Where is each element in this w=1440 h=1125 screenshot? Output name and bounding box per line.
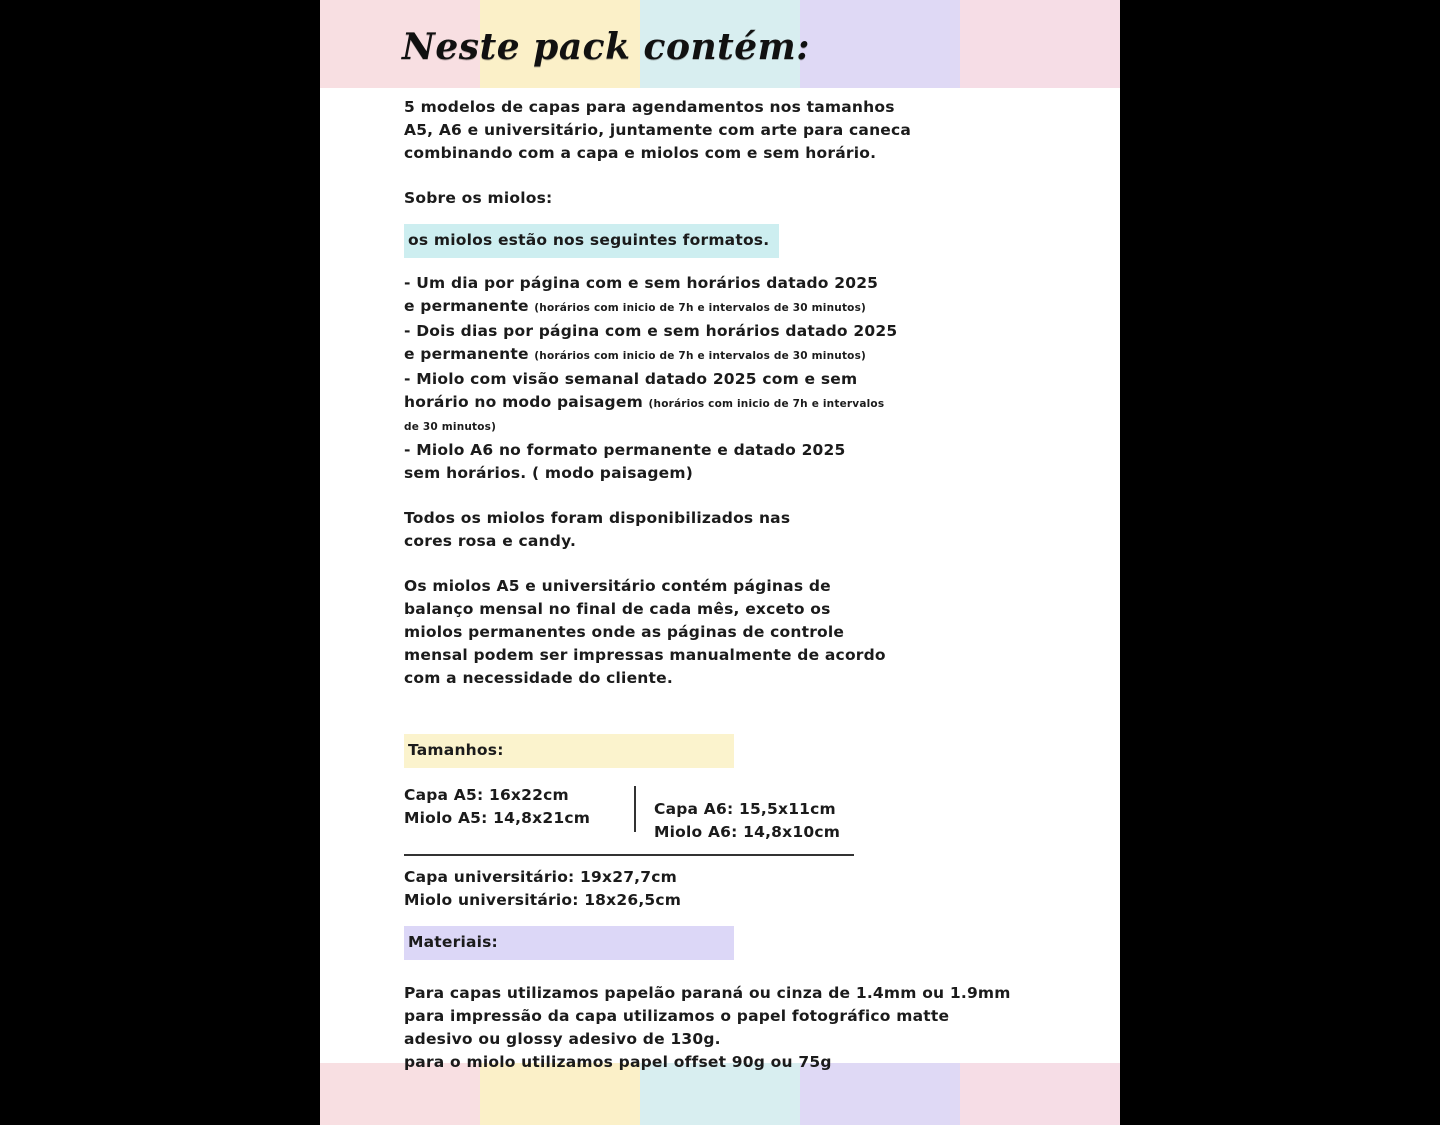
format-item <box>404 320 1074 368</box>
format-note: de 30 minutos) <box>404 421 497 433</box>
sizes-table <box>404 784 1074 912</box>
format-line: sem horários. ( modo paisagem) <box>404 464 694 482</box>
spacer <box>404 553 1074 575</box>
size-line: Capa A6: 15,5x11cm <box>654 800 836 818</box>
format-line: - Dois dias por página com e sem horários datado 2025 <box>404 322 898 340</box>
document-panel <box>320 0 1120 1125</box>
format-line-main: e permanente <box>404 345 529 363</box>
intro-line: combinando com a capa e miolos com e sem horário. <box>404 144 877 162</box>
intro-line: A5, A6 e universitário, juntamente com arte para caneca <box>404 121 912 139</box>
document-content <box>404 96 1074 1074</box>
size-line: Miolo universitário: 18x26,5cm <box>404 891 682 909</box>
sizes-col-a6 <box>654 784 840 844</box>
format-line: - Miolo A6 no formato permanente e datado 2025 <box>404 441 846 459</box>
materials-heading-wrap <box>404 926 1074 960</box>
format-item <box>404 368 1074 439</box>
colors-note-line: cores rosa e candy. <box>404 532 577 550</box>
horizontal-divider <box>404 854 854 856</box>
colors-note-line: Todos os miolos foram disponibilizados nas <box>404 509 791 527</box>
formats-heading-wrap <box>404 224 1074 258</box>
balance-note <box>404 575 1074 690</box>
format-line: - Miolo com visão semanal datado 2025 com e sem <box>404 370 858 388</box>
format-item <box>404 272 1074 320</box>
materials-heading: Materiais: <box>404 926 734 960</box>
size-line: Capa universitário: 19x27,7cm <box>404 868 677 886</box>
about-label: Sobre os miolos: <box>404 189 553 207</box>
material-line: para o miolo utilizamos papel offset 90g ou 75g <box>404 1053 832 1071</box>
vertical-divider <box>634 786 636 832</box>
sizes-col-universitario <box>404 866 1074 912</box>
spacer <box>404 165 1074 187</box>
format-line <box>404 295 1074 320</box>
balance-note-line: com a necessidade do cliente. <box>404 669 673 687</box>
intro-paragraph <box>404 96 1074 165</box>
sizes-heading-wrap <box>404 734 1074 768</box>
sizes-row <box>404 784 1074 844</box>
band-segment <box>960 0 1120 88</box>
spacer <box>404 720 1074 734</box>
materials-list <box>404 982 1074 1074</box>
balance-note-line: miolos permanentes onde as páginas de controle <box>404 623 845 641</box>
formats-list <box>404 272 1074 485</box>
formats-heading: os miolos estão nos seguintes formatos. <box>404 224 779 258</box>
spacer <box>404 210 1074 224</box>
format-line <box>404 343 1074 368</box>
balance-note-line: mensal podem ser impressas manualmente de acordo <box>404 646 886 664</box>
material-line: adesivo ou glossy adesivo de 130g. <box>404 1030 721 1048</box>
spacer <box>404 485 1074 507</box>
spacer <box>404 690 1074 720</box>
material-line: Para capas utilizamos papelão paraná ou cinza de 1.4mm ou 1.9mm <box>404 984 1011 1002</box>
format-line-main: e permanente <box>404 297 529 315</box>
format-note: (horários com inicio de 7h e intervalos de 30 minutos) <box>534 350 867 362</box>
colors-note <box>404 507 1074 553</box>
size-line: Miolo A6: 14,8x10cm <box>654 823 841 841</box>
sizes-heading: Tamanhos: <box>404 734 734 768</box>
format-line <box>404 391 1074 416</box>
balance-note-line: balanço mensal no final de cada mês, exceto os <box>404 600 831 618</box>
band-segment <box>800 0 960 88</box>
format-note: (horários com inicio de 7h e intervalos <box>648 398 885 410</box>
intro-line: 5 modelos de capas para agendamentos nos tamanhos <box>404 98 895 116</box>
format-item <box>404 439 1074 485</box>
sizes-col-a5 <box>404 784 634 830</box>
format-line-main: horário no modo paisagem <box>404 393 643 411</box>
format-note: (horários com inicio de 7h e intervalos de 30 minutos) <box>534 302 867 314</box>
spacer <box>404 960 1074 982</box>
format-line: - Um dia por página com e sem horários datado 2025 <box>404 274 879 292</box>
material-line: para impressão da capa utilizamos o papel fotográfico matte <box>404 1007 950 1025</box>
spacer <box>404 258 1074 272</box>
balance-note-line: Os miolos A5 e universitário contém páginas de <box>404 577 831 595</box>
size-line: Miolo A5: 14,8x21cm <box>404 809 591 827</box>
spacer <box>404 912 1074 926</box>
page-title: Neste pack contém: <box>402 26 811 68</box>
size-line: Capa A5: 16x22cm <box>404 786 569 804</box>
